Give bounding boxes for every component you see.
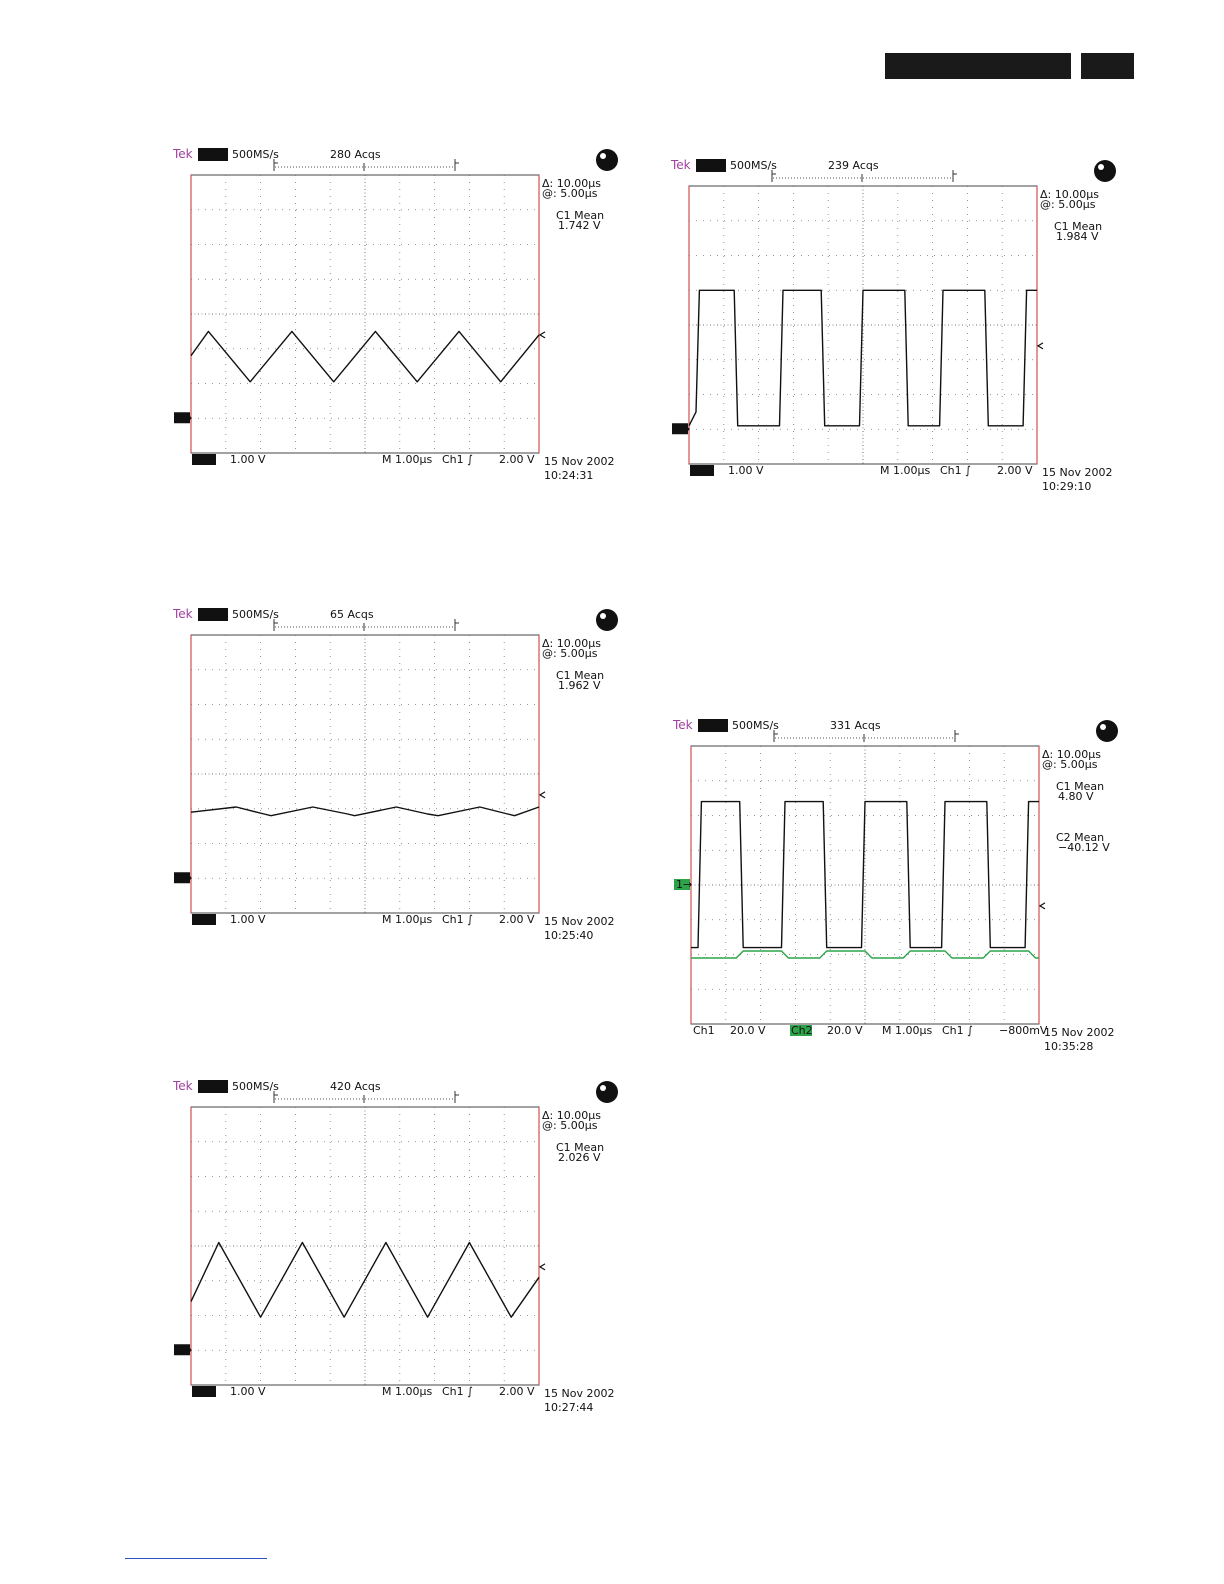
waveform-series-1 (691, 802, 1039, 948)
scope-svg (170, 145, 640, 485)
measurement-value-1: 1.742 V (558, 219, 601, 232)
trigger-level: 2.00 V (499, 453, 535, 466)
knob-icon (596, 609, 618, 631)
trigger-level: −800mV (999, 1024, 1048, 1037)
measurement-value-1: 4.80 V (1058, 790, 1094, 803)
measurement-label-2: C2 Mean (1056, 831, 1105, 844)
stop-label: Stop: (699, 719, 728, 732)
brand-label: Tek (173, 1079, 193, 1093)
ch1-scale: 1.00 V (230, 453, 266, 466)
capture-time: 10:24:31 (544, 469, 594, 482)
measurement-value-1: 2.026 V (558, 1151, 601, 1164)
capture-time: 10:35:28 (1044, 1040, 1094, 1053)
knob-highlight (600, 613, 606, 619)
acquisition-count: 239 Acqs (828, 159, 879, 172)
ch1-scale: 20.0 V (730, 1024, 766, 1037)
ground-marker-label: 1→ (674, 422, 691, 436)
measurement-label-1: C1 Mean (556, 1141, 605, 1154)
acquisition-count: 331 Acqs (830, 719, 881, 732)
trigger-level: 2.00 V (997, 464, 1033, 477)
graticule-frame (691, 746, 1039, 1024)
trigger-level-arrow (540, 792, 545, 798)
graticule-frame (191, 175, 539, 453)
sample-rate: 500MS/s (232, 1080, 279, 1093)
ch1-label: Ch1 (193, 453, 215, 466)
trigger-level-arrow (540, 1264, 545, 1270)
ch1-scale: 1.00 V (230, 913, 266, 926)
ch2-label: Ch2 (791, 1024, 813, 1037)
record-bar-right-bracket (455, 619, 459, 631)
capture-date: 15 Nov 2002 (544, 1387, 615, 1400)
cursor-position-readout: @: 5.00µs (1042, 758, 1098, 771)
graticule-frame (191, 635, 539, 913)
record-bar-right-bracket (953, 170, 957, 182)
sample-rate: 500MS/s (730, 159, 777, 172)
knob-icon (1094, 160, 1116, 182)
cursor-delta-readout: Δ: 10.00µs (542, 637, 601, 650)
waveform-series-1 (191, 1243, 539, 1318)
record-bar-right-bracket (455, 1091, 459, 1103)
acquisition-count: 65 Acqs (330, 608, 374, 621)
measurement-value-1: 1.962 V (558, 679, 601, 692)
knob-icon (596, 149, 618, 171)
acquisition-count: 420 Acqs (330, 1080, 381, 1093)
measurement-label-1: C1 Mean (1056, 780, 1105, 793)
time-scale: M 1.00µs (882, 1024, 933, 1037)
brand-label: Tek (673, 718, 693, 732)
ch1-label: Ch1 (193, 1385, 215, 1398)
trigger-level: 2.00 V (499, 1385, 535, 1398)
trigger-source: Ch1 ∫ (442, 453, 473, 466)
trigger-level-arrow (540, 332, 545, 338)
knob-highlight (1098, 164, 1104, 170)
brand-label: Tek (173, 607, 193, 621)
knob-highlight (1100, 724, 1106, 730)
brand-label: Tek (173, 147, 193, 161)
ch1-label: Ch1 (691, 464, 713, 477)
graticule-frame (191, 1107, 539, 1385)
measurement-label-1: C1 Mean (1054, 220, 1103, 233)
knob-highlight (600, 153, 606, 159)
ground-marker-label: 1→ (176, 871, 193, 885)
time-scale: M 1.00µs (382, 453, 433, 466)
stop-label: Stop: (199, 148, 228, 161)
measurement-value-2: −40.12 V (1058, 841, 1110, 854)
knob-icon (1096, 720, 1118, 742)
time-scale: M 1.00µs (382, 1385, 433, 1398)
capture-time: 10:29:10 (1042, 480, 1092, 493)
knob-highlight (600, 1085, 606, 1091)
ch1-label: Ch1 (193, 913, 215, 926)
scope-1 (170, 145, 640, 485)
scope-svg (670, 716, 1140, 1056)
cursor-delta-readout: Δ: 10.00µs (542, 1109, 601, 1122)
capture-date: 15 Nov 2002 (544, 915, 615, 928)
scope-svg (170, 1077, 640, 1417)
trigger-source: Ch1 ∫ (442, 1385, 473, 1398)
capture-time: 10:25:40 (544, 929, 594, 942)
sample-rate: 500MS/s (232, 148, 279, 161)
cursor-position-readout: @: 5.00µs (542, 647, 598, 660)
scope-5 (670, 716, 1140, 1056)
knob-icon (596, 1081, 618, 1103)
scope-svg (170, 605, 640, 945)
footer-rule (125, 1558, 267, 1559)
time-scale: M 1.00µs (382, 913, 433, 926)
scope-3 (170, 1077, 640, 1417)
cursor-position-readout: @: 5.00µs (1040, 198, 1096, 211)
trigger-source: Ch1 ∫ (942, 1024, 973, 1037)
sample-rate: 500MS/s (732, 719, 779, 732)
stop-label: Stop: (199, 1080, 228, 1093)
header-box-right (1081, 53, 1134, 79)
trigger-source: Ch1 ∫ (940, 464, 971, 477)
capture-date: 15 Nov 2002 (1044, 1026, 1115, 1039)
record-bar-right-bracket (955, 730, 959, 742)
ch1-scale: 1.00 V (230, 1385, 266, 1398)
ch2-scale: 20.0 V (827, 1024, 863, 1037)
trigger-level-arrow (1040, 903, 1045, 909)
measurement-label-1: C1 Mean (556, 669, 605, 682)
measurement-value-1: 1.984 V (1056, 230, 1099, 243)
cursor-delta-readout: Δ: 10.00µs (1040, 188, 1099, 201)
ch1-scale: 1.00 V (728, 464, 764, 477)
trigger-level: 2.00 V (499, 913, 535, 926)
graticule-frame (689, 186, 1037, 464)
stop-label: Stop: (199, 608, 228, 621)
ch1-label: Ch1 (693, 1024, 715, 1037)
capture-date: 15 Nov 2002 (544, 455, 615, 468)
sample-rate: 500MS/s (232, 608, 279, 621)
record-bar-right-bracket (455, 159, 459, 171)
time-scale: M 1.00µs (880, 464, 931, 477)
scope-2 (170, 605, 640, 945)
cursor-position-readout: @: 5.00µs (542, 187, 598, 200)
ground-marker-label: 1→ (176, 1343, 193, 1357)
ground-marker-label: 1→ (176, 411, 193, 425)
stop-label: Stop: (697, 159, 726, 172)
scope-4 (668, 156, 1138, 496)
capture-time: 10:27:44 (544, 1401, 594, 1414)
capture-date: 15 Nov 2002 (1042, 466, 1113, 479)
brand-label: Tek (671, 158, 691, 172)
cursor-delta-readout: Δ: 10.00µs (1042, 748, 1101, 761)
header-box-left (885, 53, 1071, 79)
measurement-label-1: C1 Mean (556, 209, 605, 222)
waveform-series-1 (191, 331, 539, 381)
trigger-source: Ch1 ∫ (442, 913, 473, 926)
scope-svg (668, 156, 1138, 496)
acquisition-count: 280 Acqs (330, 148, 381, 161)
trigger-level-arrow (1038, 343, 1043, 349)
cursor-position-readout: @: 5.00µs (542, 1119, 598, 1132)
cursor-delta-readout: Δ: 10.00µs (542, 177, 601, 190)
ground-marker-label: 1→ (676, 878, 693, 891)
